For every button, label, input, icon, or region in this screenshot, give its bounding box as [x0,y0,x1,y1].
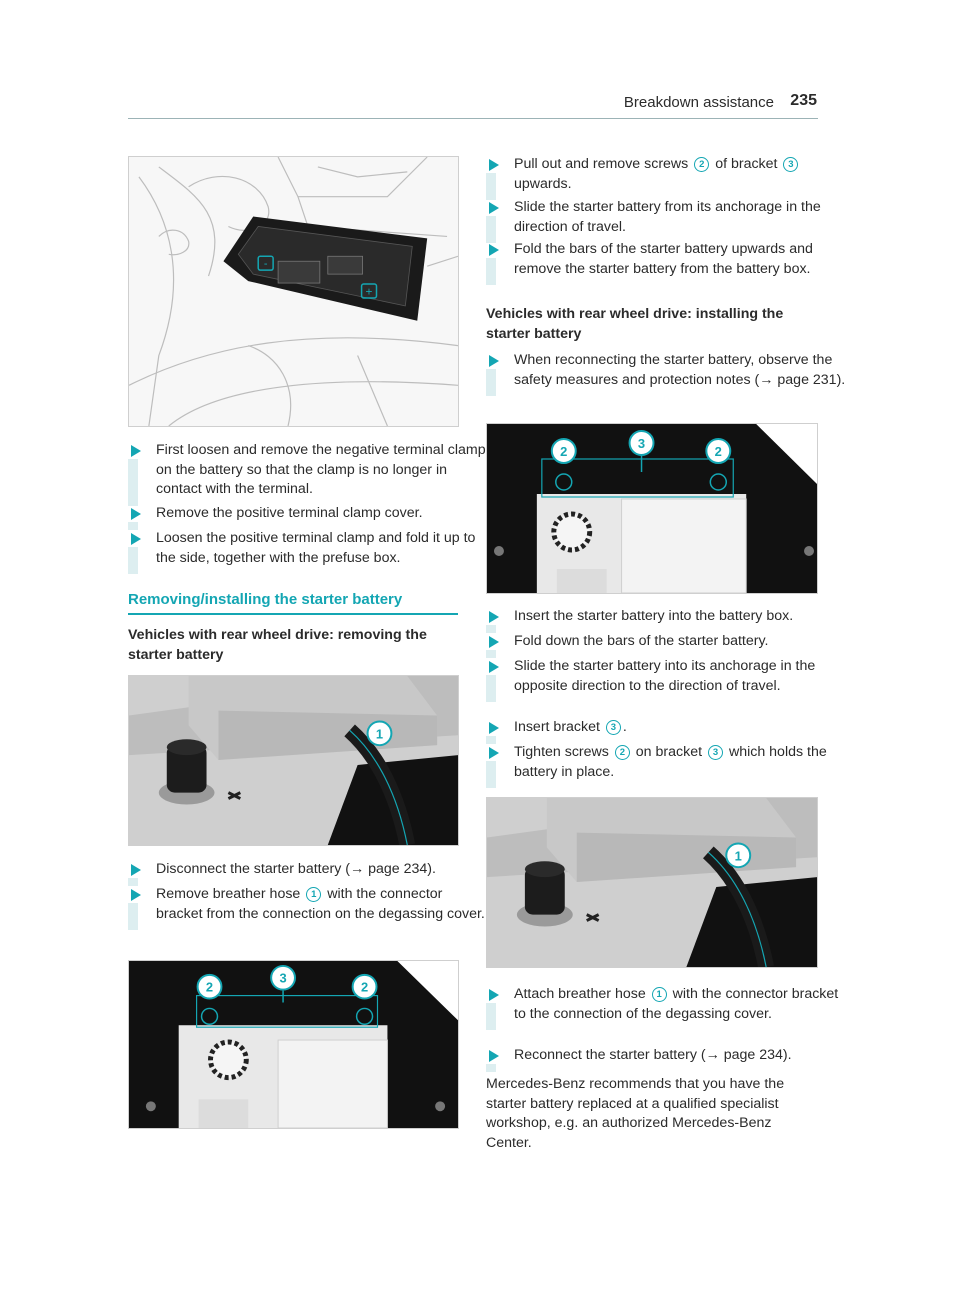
step-text: of bracket [715,156,778,172]
step-text: First loosen and remove the negative terminal clamp on the battery so that the clamp is no longer in contact with the terminal. [156,442,486,497]
step-remove-cover [128,504,488,524]
step-arrow-icon [489,747,499,759]
callout-1: 1 [375,726,384,742]
step-arrow-icon [489,989,499,1001]
bracket-screws-illustration-right [486,423,818,594]
step-arrow-icon [131,508,141,520]
step-text: Fold the bars of the starter battery upwards and remove the starter battery from the battery box. [514,241,813,277]
callout-2b: 2 [360,979,369,995]
battery-compartment-illustration [128,156,459,427]
step-text: Slide the starter battery from its anchorage in the direction of travel. [514,199,821,235]
page-ref-link[interactable]: page 231). [773,371,846,388]
step-reconnect [486,1046,846,1066]
step-slide-out [486,198,846,237]
callout-badge-3: 3 [783,157,798,172]
step-disconnect [128,860,488,880]
step-pull-screws [486,155,846,194]
step-text: Remove the positive terminal clamp cover. [156,505,423,521]
step-arrow-icon [489,355,499,367]
step-arrow-icon [131,445,141,457]
step-text: Insert the starter battery into the battery box. [514,608,794,624]
step-arrow-icon [489,1050,499,1062]
step-text: Remove breather hose [156,886,301,902]
step-text: with the connector bracket from the connection on the degassing cover. [156,886,485,922]
step-text: Fold down the bars of the starter battery. [514,633,769,649]
step-text: upwards. [514,175,572,192]
callout-badge-1: 1 [652,987,667,1002]
step-loosen-negative [128,441,488,500]
page-ref-link[interactable]: page 234). [364,861,436,877]
callout-3: 3 [637,435,646,452]
step-arrow-icon [489,722,499,734]
bracket-screws-illustration-left [128,960,459,1129]
subhead-removing: Vehicles with rear wheel drive: removing the starter battery [128,627,427,663]
step-arrow-icon [131,533,141,545]
step-arrow-icon [489,661,499,673]
page-number: 235 [790,92,817,109]
step-text: Disconnect the starter battery ( [156,861,350,877]
page-ref-arrow-icon: → [759,371,774,388]
step-text: on bracket [635,744,703,760]
step-text: which holds the battery in place. [514,744,827,780]
callout-badge-2: 2 [615,745,630,760]
step-insert-battery [486,607,846,627]
breather-hose-illustration [128,675,459,846]
step-text: Loosen the positive terminal clamp and fold it up to the side, together with the prefuse box. [156,530,476,566]
callout-2a: 2 [205,979,214,995]
step-arrow-icon [131,864,141,876]
minus-terminal-label: - [263,258,268,271]
breather-hose-illustration-right [486,797,818,968]
running-header: Breakdown assistance [623,94,774,111]
step-attach-hose [486,985,846,1024]
callout-badge-1: 1 [306,887,321,902]
callout-badge-3: 3 [606,720,621,735]
callout-2b: 2 [714,443,722,460]
step-text: Insert bracket [514,719,600,735]
section-rule [128,613,458,615]
step-text: When reconnecting the starter battery, observe the safety measures and protection notes ( [514,352,833,388]
step-fold-clamp [128,529,488,568]
page-ref-arrow-icon: → [349,861,365,877]
step-reconnect-notes [486,351,846,390]
step-arrow-icon [489,611,499,623]
plus-terminal-label: + [365,284,373,299]
step-text: Slide the starter battery into its anchorage in the opposite direction to the direction of travel. [514,658,816,694]
callout-badge-2: 2 [694,157,709,172]
step-fold-bars-up [486,240,846,279]
step-slide-in [486,657,846,696]
step-arrow-icon [489,244,499,256]
subhead-installing: Vehicles with rear wheel drive: installing the starter battery [486,306,784,342]
step-text: Attach breather hose [514,986,646,1002]
callout-3: 3 [279,970,287,986]
page-ref-link[interactable]: page 234). [719,1047,792,1063]
step-text: . [622,719,627,735]
step-arrow-icon [489,636,499,648]
section-title: Removing/installing the starter battery [128,591,403,608]
step-arrow-icon [131,889,141,901]
step-fold-bars-down [486,632,846,652]
callout-2a: 2 [560,443,568,460]
step-text: Reconnect the starter battery ( [514,1047,706,1063]
step-insert-bracket [486,718,846,738]
step-remove-hose [128,885,488,924]
callout-badge-3: 3 [708,745,723,760]
header-rule [128,118,818,119]
step-text: Tighten screws [514,744,609,760]
callout-1: 1 [734,848,742,864]
step-text: with the connector bracket to the connection of the degassing cover. [514,986,839,1022]
step-arrow-icon [489,202,499,214]
step-tighten-screws [486,743,846,782]
step-text: Pull out and remove screws [514,156,689,172]
step-arrow-icon [489,159,499,171]
page-ref-arrow-icon: → [705,1047,720,1063]
closing-paragraph: Mercedes-Benz recommends that you have the starter battery replaced at a qualified specialist workshop, e.g. an authorized Mercedes-Benz Center. [486,1076,785,1151]
